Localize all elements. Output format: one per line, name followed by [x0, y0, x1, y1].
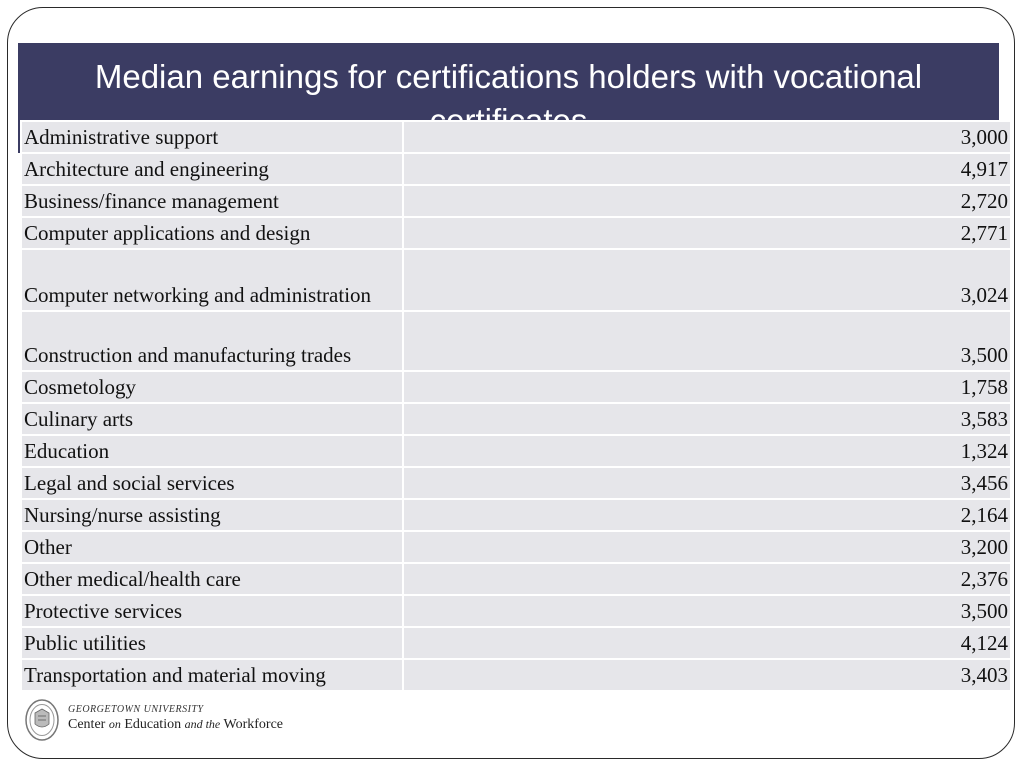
- row-label: Business/finance management: [21, 185, 403, 217]
- table-row: [21, 595, 1011, 627]
- row-value: 3,024: [403, 249, 1011, 311]
- table-row: [21, 467, 1011, 499]
- row-value: 4,917: [403, 153, 1011, 185]
- center-word: Center: [68, 717, 106, 732]
- row-value: 3,500: [403, 311, 1011, 371]
- row-value: 2,164: [403, 499, 1011, 531]
- on-word: on: [108, 717, 121, 731]
- row-value: 3,200: [403, 531, 1011, 563]
- row-label: Administrative support: [21, 121, 403, 153]
- university-name: GEORGETOWN UNIVERSITY: [68, 704, 204, 715]
- row-label: Public utilities: [21, 627, 403, 659]
- row-value: 4,124: [403, 627, 1011, 659]
- education-word: Education: [124, 717, 182, 732]
- row-value: 3,583: [403, 403, 1011, 435]
- row-label: Other: [21, 531, 403, 563]
- row-label: Culinary arts: [21, 403, 403, 435]
- row-value: 3,500: [403, 595, 1011, 627]
- row-label: Education: [21, 435, 403, 467]
- row-value: 3,403: [403, 659, 1011, 691]
- table-row: [21, 311, 1011, 371]
- table-row: [21, 659, 1011, 691]
- row-label: Nursing/nurse assisting: [21, 499, 403, 531]
- row-value: 2,771: [403, 217, 1011, 249]
- row-value: 2,376: [403, 563, 1011, 595]
- table-row: [21, 371, 1011, 403]
- row-label: Computer networking and administration: [21, 249, 403, 311]
- row-value: 1,324: [403, 435, 1011, 467]
- table-row: [21, 435, 1011, 467]
- earnings-table: [20, 120, 1012, 692]
- row-value: 2,720: [403, 185, 1011, 217]
- table-row: [21, 627, 1011, 659]
- georgetown-cew-logo: [24, 697, 304, 743]
- row-label: Protective services: [21, 595, 403, 627]
- table-row: [21, 563, 1011, 595]
- center-name: [68, 717, 283, 733]
- table-row: [21, 153, 1011, 185]
- table-row: [21, 403, 1011, 435]
- table-row: [21, 185, 1011, 217]
- university-seal-icon: [24, 697, 60, 743]
- slide-title: Median earnings for certifications holders with vocational: [94, 58, 923, 95]
- row-label: Cosmetology: [21, 371, 403, 403]
- and-the-word: and the: [184, 717, 221, 731]
- row-label: Architecture and engineering: [21, 153, 403, 185]
- row-label: Other medical/health care: [21, 563, 403, 595]
- table-row: [21, 121, 1011, 153]
- row-label: Legal and social services: [21, 467, 403, 499]
- row-value: 1,758: [403, 371, 1011, 403]
- row-label: Construction and manufacturing trades: [21, 311, 403, 371]
- workforce-word: Workforce: [223, 717, 284, 732]
- row-value: 3,000: [403, 121, 1011, 153]
- table-row: [21, 531, 1011, 563]
- row-label: Computer applications and design: [21, 217, 403, 249]
- table-row: [21, 217, 1011, 249]
- row-label: Transportation and material moving: [21, 659, 403, 691]
- table-row: [21, 499, 1011, 531]
- table-row: [21, 249, 1011, 311]
- row-value: 3,456: [403, 467, 1011, 499]
